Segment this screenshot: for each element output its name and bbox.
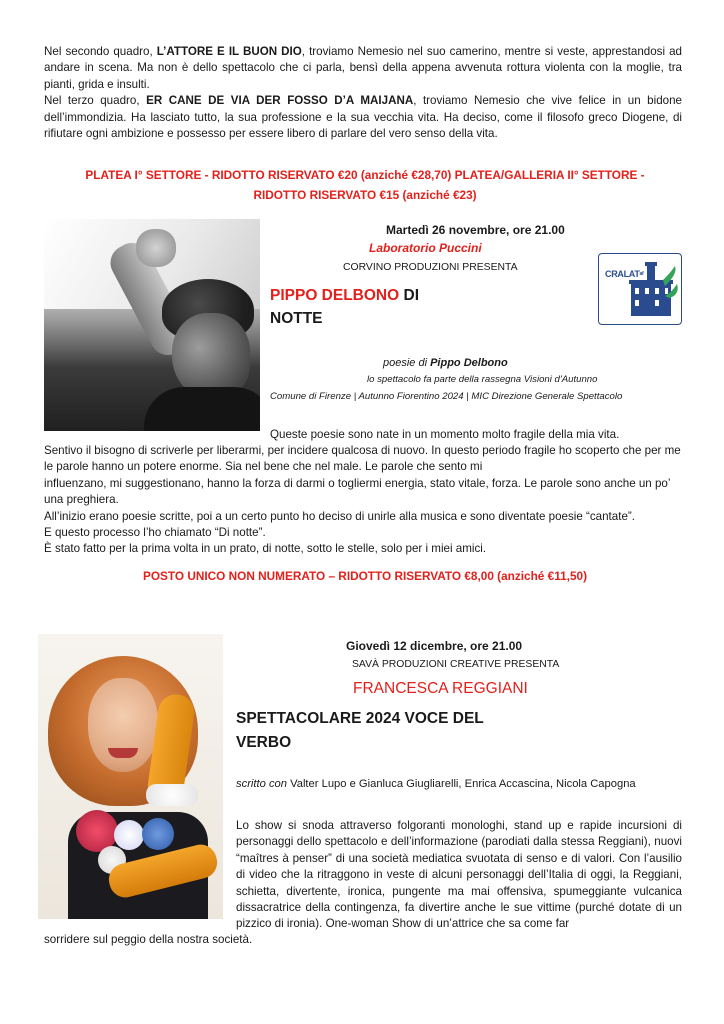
event2-artist: FRANCESCA REGGIANI: [353, 680, 528, 697]
event2-credit-names: Valter Lupo e Gianluca Giugliarelli, Enrica Accascina, Nicola Capogna: [286, 778, 636, 790]
scene-title-3: ER CANE DE VIA DER FOSSO D’A MAIJANA: [146, 94, 414, 108]
intro-paragraph-2: [44, 93, 682, 142]
event1-producer: CORVINO PRODUZIONI PRESENTA: [343, 262, 518, 273]
intro-text: Nel secondo quadro,: [44, 45, 157, 58]
francesca-reggiani-photo: [38, 634, 223, 919]
price-banner-1: PLATEA I° SETTORE - RIDOTTO RISERVATO €20 (anziché €28,70) PLATEA/GALLERIA II° SETTORE - RIDOTTO RISERVATO €15 (anziché €23): [85, 168, 645, 202]
event2-body-last: sorridere sul peggio della nostra società.: [44, 933, 253, 946]
body-paragraph: Sentivo il bisogno di scriverle per liberarmi, per incidere qualcosa di nuovo. In questo periodo fragile ho scoperto che per me le parole hanno un potere enorme. Sia nel bene che nel male. Le parole che sento mi: [44, 444, 681, 474]
event2-date: Giovedì 12 dicembre, ore 21.00: [346, 639, 523, 653]
event1-sponsors: Comune di Firenze | Autunno Fiorentino 2024 | MIC Direzione Generale Spettacolo: [270, 391, 623, 402]
event1-title-part: DI: [399, 287, 419, 304]
event1-title: [270, 284, 419, 330]
event2-producer: SAVÀ PRODUZIONI CREATIVE PRESENTA: [352, 659, 560, 670]
event1-artist: PIPPO DELBONO: [270, 287, 400, 304]
event2-title-line1: SPETTACOLARE 2024 VOCE DEL: [236, 710, 484, 727]
event1-credit: [383, 355, 508, 371]
intro-paragraph-1: [44, 44, 682, 93]
cral-ataf-logo: [598, 253, 682, 325]
intro-text: , troviamo Nemesio che vive felice in un bidone dell’immondizia. Ha lasciato tutto, la sua professione e la sua vecchia vita. Ha deciso, come il filosofo greco Diogene, di rifiutare ogni ambizione e possesso per essere libero di parlare del vero senso della vita.: [44, 94, 682, 141]
event1-credit-label: poesie di: [383, 357, 431, 369]
body-paragraph: E questo processo l’ho chiamato “Di notte”.: [44, 526, 266, 540]
event1-title-line2: NOTTE: [270, 310, 323, 327]
event2-credit: [236, 776, 636, 792]
event1-rassegna: lo spettacolo fa parte della rassegna Visioni d'Autunno: [367, 374, 598, 385]
body-paragraph: All’inizio erano poesie scritte, poi a un certo punto ho deciso di unirle alla musica e sono diventate poesie “cantate”.: [44, 509, 635, 523]
pippo-delbono-photo: [44, 219, 260, 431]
event2-body: Lo show si snoda attraverso folgoranti monologhi, stand up e rapide incursioni di personaggi dello spettacolo e dell’informazione (parodiati dalla stessa Reggiani), nuovi “maîtres à penser” di una società mediatica svuotata di senso e di valori. Con l’ausilio di video che la ritraggono in veste di alcuni personaggi dell’Italia di oggi, la Reggiani, schietta, divertente, ironica, pungente ma mai offensiva, spumeggiante vulcanica dissacratrice della contingenza, fa divertire anche le sue vittime (purché dotate di un pizzico di ironia). One-woman Show di un’attrice che sa come far: [236, 819, 682, 931]
intro-text: Nel terzo quadro,: [44, 94, 147, 108]
intro-section: [44, 44, 682, 142]
event1-venue: Laboratorio Puccini: [369, 241, 482, 255]
palazzo-vecchio-icon: [625, 258, 679, 322]
event1-body: [44, 443, 684, 558]
event1-body-first: Queste poesie sono nate in un momento molto fragile della mia vita.: [270, 428, 620, 441]
intro-text: , troviamo Nemesio nel suo camerino, mentre si veste, apprestandosi ad andare in scena. Ma non è dello spettacolo che ci parla, bensì della appena avvenuta rottura violenta con la moglie, tra pianti, grida e insulti.: [44, 45, 682, 91]
event2-title-line2: VERBO: [236, 734, 292, 751]
body-paragraph: influenzano, mi suggestionano, hanno la forza di darmi o togliermi energia, stato vitale, forza. Le parole sono anche un po’ una preghiera.: [44, 476, 671, 507]
event1-date: Martedì 26 novembre, ore 21.00: [386, 223, 565, 237]
logo-text: $CRALAT^{af}$: [605, 269, 644, 279]
body-paragraph: È stato fatto per la prima volta in un prato, di notte, sotto le stelle, solo per i miei amici.: [44, 542, 487, 556]
price-banner-2: POSTO UNICO NON NUMERATO – RIDOTTO RISERVATO €8,00 (anziché €11,50): [142, 569, 588, 583]
scene-title-2: L’ATTORE E IL BUON DIO: [156, 45, 302, 58]
event2-credit-label: scritto con: [236, 778, 287, 790]
event1-credit-name: Pippo Delbono: [430, 357, 508, 369]
event2-title: [236, 707, 484, 755]
